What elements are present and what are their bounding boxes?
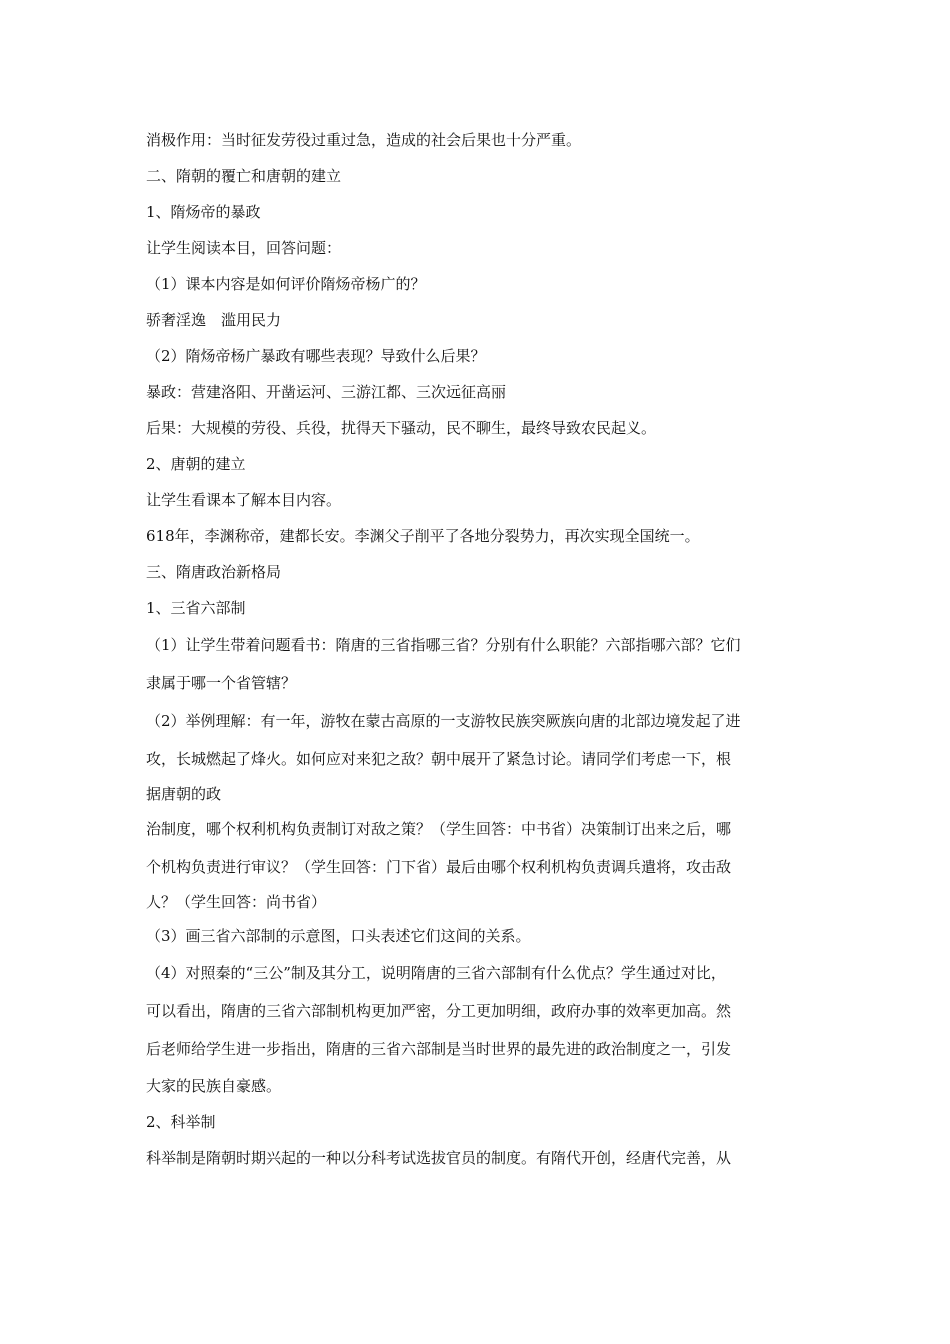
document-body	[146, 122, 814, 1176]
paragraph-item-1-line-2: 隶属于哪一个省管辖？	[146, 674, 297, 692]
subheading-tyranny: 1、隋炀帝的暴政	[146, 203, 261, 221]
question-2: （2）隋炀帝杨广暴政有哪些表现？导致什么后果？	[146, 347, 486, 365]
question-1: （1）课本内容是如何评价隋炀帝杨广的？	[146, 275, 426, 293]
paragraph-imperial-exam: 科举制是隋朝时期兴起的一种以分科考试选拔官员的制度。有隋代开创，经唐代完善，从	[146, 1149, 732, 1167]
paragraph-instruction-2: 让学生看课本了解本目内容。	[146, 491, 342, 509]
answer-consequence: 后果：大规模的劳役、兵役，扰得天下骚动，民不聊生，最终导致农民起义。	[146, 419, 657, 437]
paragraph-618: 618年，李渊称帝，建都长安。李渊父子削平了各地分裂势力，再次实现全国统一。	[146, 527, 700, 545]
paragraph-item-2-line-1: （2）举例理解：有一年，游牧在蒙古高原的一支游牧民族突厥族向唐的北部边境发起了进	[146, 712, 741, 730]
paragraph-item-2-line-4: 治制度，哪个权利机构负责制订对敌之策？（学生回答：中书省）决策制订出来之后，哪	[146, 820, 732, 838]
subheading-imperial-exam: 2、科举制	[146, 1113, 216, 1131]
answer-1: 骄奢淫逸 滥用民力	[146, 311, 282, 329]
paragraph-instruction: 让学生阅读本目，回答问题：	[146, 239, 342, 257]
heading-section-2: 二、隋朝的覆亡和唐朝的建立	[146, 167, 342, 185]
paragraph-item-2-line-5: 个机构负责进行审议？（学生回答：门下省）最后由哪个权利机构负责调兵遣将，攻击敌	[146, 858, 732, 876]
paragraph-item-3: （3）画三省六部制的示意图，口头表述它们这间的关系。	[146, 927, 531, 945]
paragraph-negative-effect: 消极作用：当时征发劳役过重过急，造成的社会后果也十分严重。	[146, 131, 582, 149]
paragraph-item-4-line-4: 大家的民族自豪感。	[146, 1077, 282, 1095]
subheading-tang-founding: 2、唐朝的建立	[146, 455, 246, 473]
paragraph-item-2-line-2: 攻，长城燃起了烽火。如何应对来犯之敌？朝中展开了紧急讨论。请同学们考虑一下，根	[146, 750, 732, 768]
paragraph-item-1-line-1: （1）让学生带着问题看书：隋唐的三省指哪三省？分别有什么职能？六部指哪六部？它们	[146, 636, 741, 654]
paragraph-item-4-line-3: 后老师给学生进一步指出，隋唐的三省六部制是当时世界的最先进的政治制度之一，引发	[146, 1040, 732, 1058]
paragraph-item-4-line-1: （4）对照秦的“三公”制及其分工，说明隋唐的三省六部制有什么优点？学生通过对比，	[146, 964, 726, 982]
subheading-three-departments: 1、三省六部制	[146, 599, 246, 617]
answer-tyranny: 暴政：营建洛阳、开凿运河、三游江都、三次远征高丽	[146, 383, 507, 401]
paragraph-item-2-line-6: 人？（学生回答：尚书省）	[146, 893, 327, 911]
paragraph-item-2-line-3: 据唐朝的政	[146, 785, 222, 803]
paragraph-item-4-line-2: 可以看出，隋唐的三省六部制机构更加严密，分工更加明细，政府办事的效率更加高。然	[146, 1002, 732, 1020]
heading-section-3: 三、隋唐政治新格局	[146, 563, 282, 581]
